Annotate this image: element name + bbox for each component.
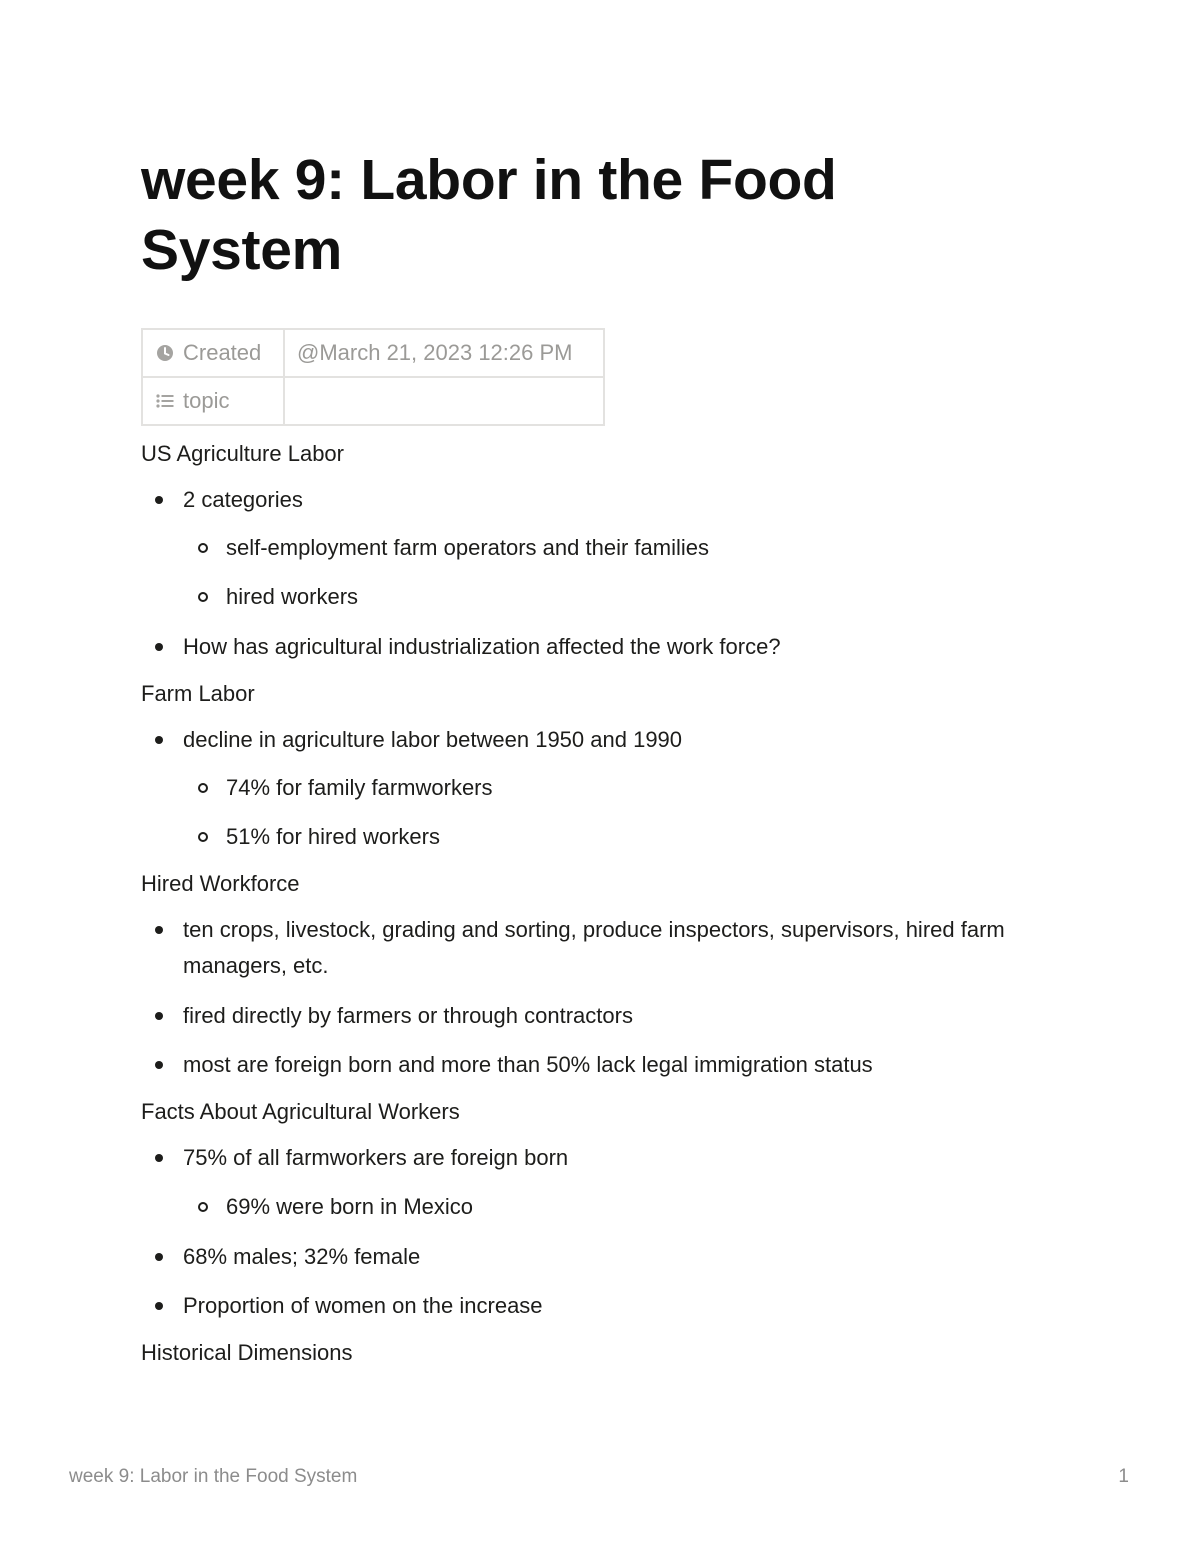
property-name-cell <box>142 377 284 425</box>
properties-table <box>141 328 605 426</box>
property-row-created <box>142 329 604 377</box>
list-item-text: ten crops, livestock, grading and sorting, produce inspectors, supervisors, hired farm managers, etc. <box>183 917 1005 978</box>
section-heading: Facts About Agricultural Workers <box>141 1099 460 1124</box>
list-item-text: self-employment farm operators and their families <box>226 535 709 560</box>
list-item-text: 68% males; 32% female <box>183 1244 421 1269</box>
clock-icon <box>155 343 175 363</box>
bullet-disc-icon <box>155 736 163 744</box>
section-heading: US Agriculture Labor <box>141 441 344 466</box>
list-item-text: Proportion of women on the increase <box>183 1293 543 1318</box>
list-item-text: 75% of all farmworkers are foreign born <box>183 1145 569 1170</box>
section-heading: Hired Workforce <box>141 871 300 896</box>
list-item-text: most are foreign born and more than 50% lack legal immigration status <box>183 1052 873 1077</box>
list-item <box>141 1239 1041 1275</box>
bullet-disc-icon <box>155 1253 163 1261</box>
list-item <box>141 579 1041 615</box>
list-item <box>141 1047 1041 1083</box>
list-item <box>141 482 1041 518</box>
bullet-disc-icon <box>155 1154 163 1162</box>
list-item-text: decline in agriculture labor between 1950 and 1990 <box>183 727 683 752</box>
list-item-text: 51% for hired workers <box>226 824 440 849</box>
property-value-created[interactable]: @March 21, 2023 12:26 PM <box>284 329 604 377</box>
property-row-topic <box>142 377 604 425</box>
bullet-disc-icon <box>155 496 163 504</box>
list-item <box>141 912 1041 984</box>
list-item-text: How has agricultural industrialization affected the work force? <box>183 634 781 659</box>
bullet-list <box>141 912 1041 1083</box>
page-content <box>141 145 1041 1368</box>
list-item <box>141 1189 1041 1225</box>
list-item <box>141 1140 1041 1176</box>
list-item-text: fired directly by farmers or through contractors <box>183 1003 633 1028</box>
property-name-label: Created <box>183 340 262 365</box>
bullet-disc-icon <box>155 1061 163 1069</box>
bullet-disc-icon <box>155 1012 163 1020</box>
property-value-topic[interactable] <box>284 377 604 425</box>
list-item <box>141 530 1041 566</box>
footer-title: week 9: Labor in the Food System <box>69 1466 358 1487</box>
list-item <box>141 1288 1041 1324</box>
list-item <box>141 819 1041 855</box>
list-item <box>141 998 1041 1034</box>
section-heading: Farm Labor <box>141 681 255 706</box>
page-title: week 9: Labor in the Food System <box>141 148 837 282</box>
list-item-text: 69% were born in Mexico <box>226 1194 474 1219</box>
list-item <box>141 770 1041 806</box>
page-number: 1 <box>1118 1466 1129 1487</box>
bullet-disc-icon <box>155 643 163 651</box>
list-item <box>141 629 1041 665</box>
list-item-text: 2 categories <box>183 487 303 512</box>
property-name-label: topic <box>183 388 230 413</box>
property-name-cell <box>142 329 284 377</box>
list-item-text: hired workers <box>226 584 359 609</box>
bullet-circle-icon <box>198 832 208 842</box>
section-heading: Historical Dimensions <box>141 1340 353 1365</box>
list-item <box>141 722 1041 758</box>
bullet-disc-icon <box>155 1302 163 1310</box>
bullet-disc-icon <box>155 926 163 934</box>
bullet-circle-icon <box>198 783 208 793</box>
bullet-circle-icon <box>198 543 208 553</box>
bullet-circle-icon <box>198 592 208 602</box>
bullet-circle-icon <box>198 1202 208 1212</box>
bullet-list <box>141 722 1041 855</box>
list-item-text: 74% for family farmworkers <box>226 775 493 800</box>
bullet-list <box>141 482 1041 665</box>
list-icon <box>155 391 175 411</box>
bullet-list <box>141 1140 1041 1324</box>
